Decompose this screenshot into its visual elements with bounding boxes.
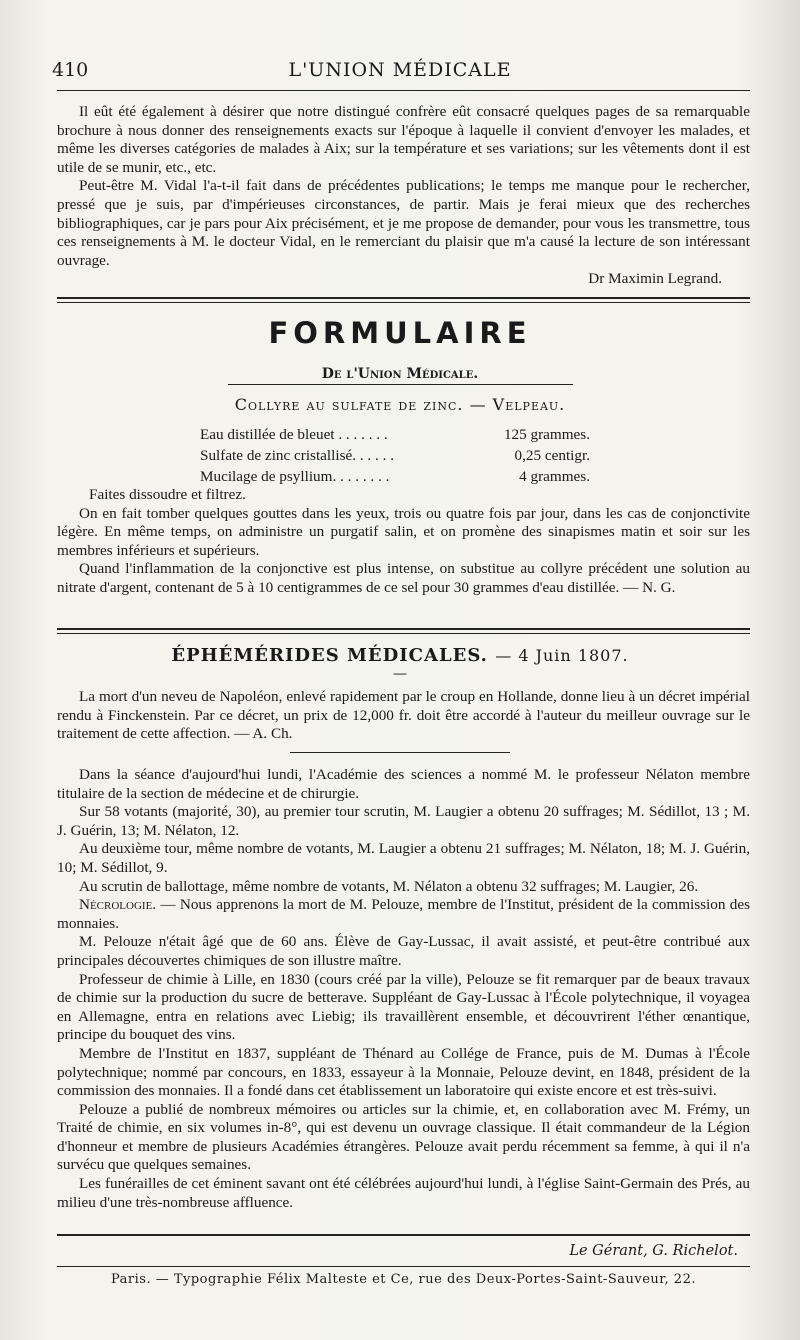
news-paragraph: Dans la séance d'aujourd'hui lundi, l'Académie des sciences a nommé M. le professeur Nélaton membre titulaire de la section de médecine et de chirurgie. bbox=[57, 766, 750, 802]
ephemerides-heading bbox=[0, 645, 800, 666]
ingredient-name: Eau distillée de bleuet . . . . . . . bbox=[200, 426, 388, 443]
subtitle-rule bbox=[228, 384, 573, 385]
instruction: Faites dissoudre et filtrez. bbox=[89, 486, 246, 503]
formulaire-title: FORMULAIRE bbox=[268, 316, 532, 350]
news-paragraph: Au deuxième tour, même nombre de votants, M. Laugier a obtenu 21 suffrages; M. Nélaton, 18; M. J. Guérin, 10; M. Sédillot, 9. bbox=[57, 840, 750, 876]
ephemerides-section bbox=[57, 688, 750, 744]
recipe-title: Collyre au sulfate de zinc. — Velpeau. bbox=[234, 395, 566, 414]
ingredient-row bbox=[200, 447, 590, 468]
pelouze-paragraph: Les funérailles de cet éminent savant ont été célébrées aujourd'hui lundi, à l'église Saint-Germain des Prés, au milieu d'une très-nombreuse affluence. bbox=[57, 1175, 750, 1211]
ingredient-qty: 0,25 centigr. bbox=[514, 447, 590, 464]
news-paragraph: Au scrutin de ballottage, même nombre de votants, M. Nélaton a obtenu 32 suffrages; M. Laugier, 26. bbox=[79, 877, 699, 895]
section-rule bbox=[57, 297, 750, 299]
section-rule bbox=[57, 628, 750, 630]
letter-section bbox=[57, 103, 750, 289]
ingredient-name: Sulfate de zinc cristallisé. . . . . . bbox=[200, 447, 395, 464]
letter-paragraph: Peut-être M. Vidal l'a-t-il fait dans de précédentes publications; le temps me manque pour le rechercher, pressé que je suis, par d'impérieuses circonstances, de partir. Mais je ferai mieux que des recherches bibliographiques, car je pars pour Aix précisément, et je me propose de demander, pour vous les transmettre, tous ces renseignements à M. le docteur Vidal, en le remerciant du plaisir que m'a causé la lecture de son intéressant ouvrage. bbox=[57, 177, 750, 269]
pelouze-paragraph: M. Pelouze n'était âgé que de 60 ans. Élève de Gay-Lussac, il avait assisté, et peut-être contribué aux principales découvertes chimiques de son illustre maître. bbox=[57, 933, 750, 969]
journal-title: L'UNION MÉDICALE bbox=[288, 59, 512, 81]
necrology-label: Nécrologie. bbox=[79, 896, 157, 914]
ephemerides-date: — 4 Juin 1807. bbox=[495, 646, 629, 665]
page-header bbox=[50, 55, 750, 85]
section-rule bbox=[57, 633, 750, 634]
news-paragraph: Sur 58 votants (majorité, 30), au premier tour scrutin, M. Laugier a obtenu 20 suffrages; M. Sédillot, 13 ; M. J. Guérin, 13; M. Nélaton, 12. bbox=[57, 803, 750, 839]
ingredient-list bbox=[200, 426, 590, 489]
formulaire-body bbox=[57, 486, 750, 598]
pelouze-paragraph: Pelouze a publié de nombreux mémoires ou articles sur la chimie, et, en collaboration avec M. Frémy, un Traité de chimie, en six volumes in-8°, qui est devenu un ouvrage classique. Il était commandeur de la Légion d'honneur et membre de plusieurs Académies étrangères. Pelouze avait perdu récemment sa femme, à qui il n'a survécu que quelques semaines. bbox=[57, 1100, 750, 1174]
page-number: 410 bbox=[52, 59, 89, 81]
pelouze-paragraph: Professeur de chimie à Lille, en 1830 (cours créé par la ville), Pelouze se fit remarquer par de beaux travaux de chimie sur la production du sucre de betterave. Suppléant de Gay-Lussac à l'École polytechnique, il voyagea en Allemagne, entra en relations avec Liebig; ils travaillèrent ensemble, et découvrirent l'éther œnantique, principe du bouquet des vins. bbox=[57, 970, 750, 1044]
ingredient-row bbox=[200, 426, 590, 447]
signature: Dr Maximin Legrand. bbox=[588, 270, 722, 288]
header-rule bbox=[57, 90, 750, 91]
gerant-signature: Le Gérant, G. Richelot. bbox=[569, 1243, 738, 1259]
ephemerides-title: ÉPHÉMÉRIDES MÉDICALES. bbox=[171, 645, 488, 666]
necrology-text: — Nous apprenons la mort de M. Pelouze, membre de l'Institut, président de la commission des monnaies. bbox=[57, 896, 750, 932]
pelouze-paragraph: Membre de l'Institut en 1837, suppléant de Thénard au Collége de France, puis de M. Dumas à l'École polytechnique; nommé par concours, en 1833, essayeur à la Monnaie, Pelouze devint, en 1848, président de la commission des monnaies. Il a fondé dans cet établissement un laboratoire qui existe encore et est très-suivi. bbox=[57, 1044, 750, 1100]
footer bbox=[57, 1243, 750, 1259]
ephemerides-paragraph: La mort d'un neveu de Napoléon, enlevé rapidement par le croup en Hollande, donne lieu à un décret impérial rendu à Finckenstein. Par ce décret, un prix de 12,000 fr. doit être accordé à l'auteur du meilleur ouvrage sur le traitement de cette affection. — A. Ch. bbox=[57, 688, 750, 743]
ingredient-qty: 4 grammes. bbox=[519, 468, 590, 485]
imprint-block bbox=[57, 1272, 750, 1287]
formulaire-subtitle: De l'Union Médicale. bbox=[321, 366, 479, 382]
ingredient-name: Mucilage de psyllium. . . . . . . . bbox=[200, 468, 390, 485]
news-section bbox=[57, 766, 750, 1212]
letter-paragraph: Il eût été également à désirer que notre distingué confrère eût consacré quelques pages de sa remarquable brochure à nous donner des renseignements exacts sur l'époque à laquelle il convient d'envoyer les malades, et même les diverses catégories de malades à Aix; sur la température et ses variations; sur les vêtements dont il est utile de se munir, etc., etc. bbox=[57, 103, 750, 176]
formulaire-paragraph: On en fait tomber quelques gouttes dans les yeux, trois ou quatre fois par jour, dans les cas de conjonctivite légère. En même temps, on administre un purgatif salin, et on promène des sinapismes matin et soir sur les membres inférieurs et supérieurs. bbox=[57, 504, 750, 559]
formulaire-paragraph: Quand l'inflammation de la conjonctive est plus intense, on substitue au collyre précédent une solution au nitrate d'argent, contenant de 5 à 10 centigrammes de ce sel pour 30 grammes d'eau distillée. — N. G. bbox=[57, 560, 750, 596]
printer-imprint: Paris. — Typographie Félix Malteste et Ce, rue des Deux-Portes-Saint-Sauveur, 22. bbox=[110, 1272, 696, 1287]
necrology-paragraph bbox=[57, 896, 750, 933]
ingredient-qty: 125 grammes. bbox=[503, 426, 590, 443]
ephemerides-separator: — bbox=[393, 666, 407, 682]
section-rule bbox=[57, 302, 750, 303]
short-rule bbox=[290, 752, 510, 753]
footer-rule bbox=[57, 1234, 750, 1236]
footer-rule bbox=[57, 1266, 750, 1267]
